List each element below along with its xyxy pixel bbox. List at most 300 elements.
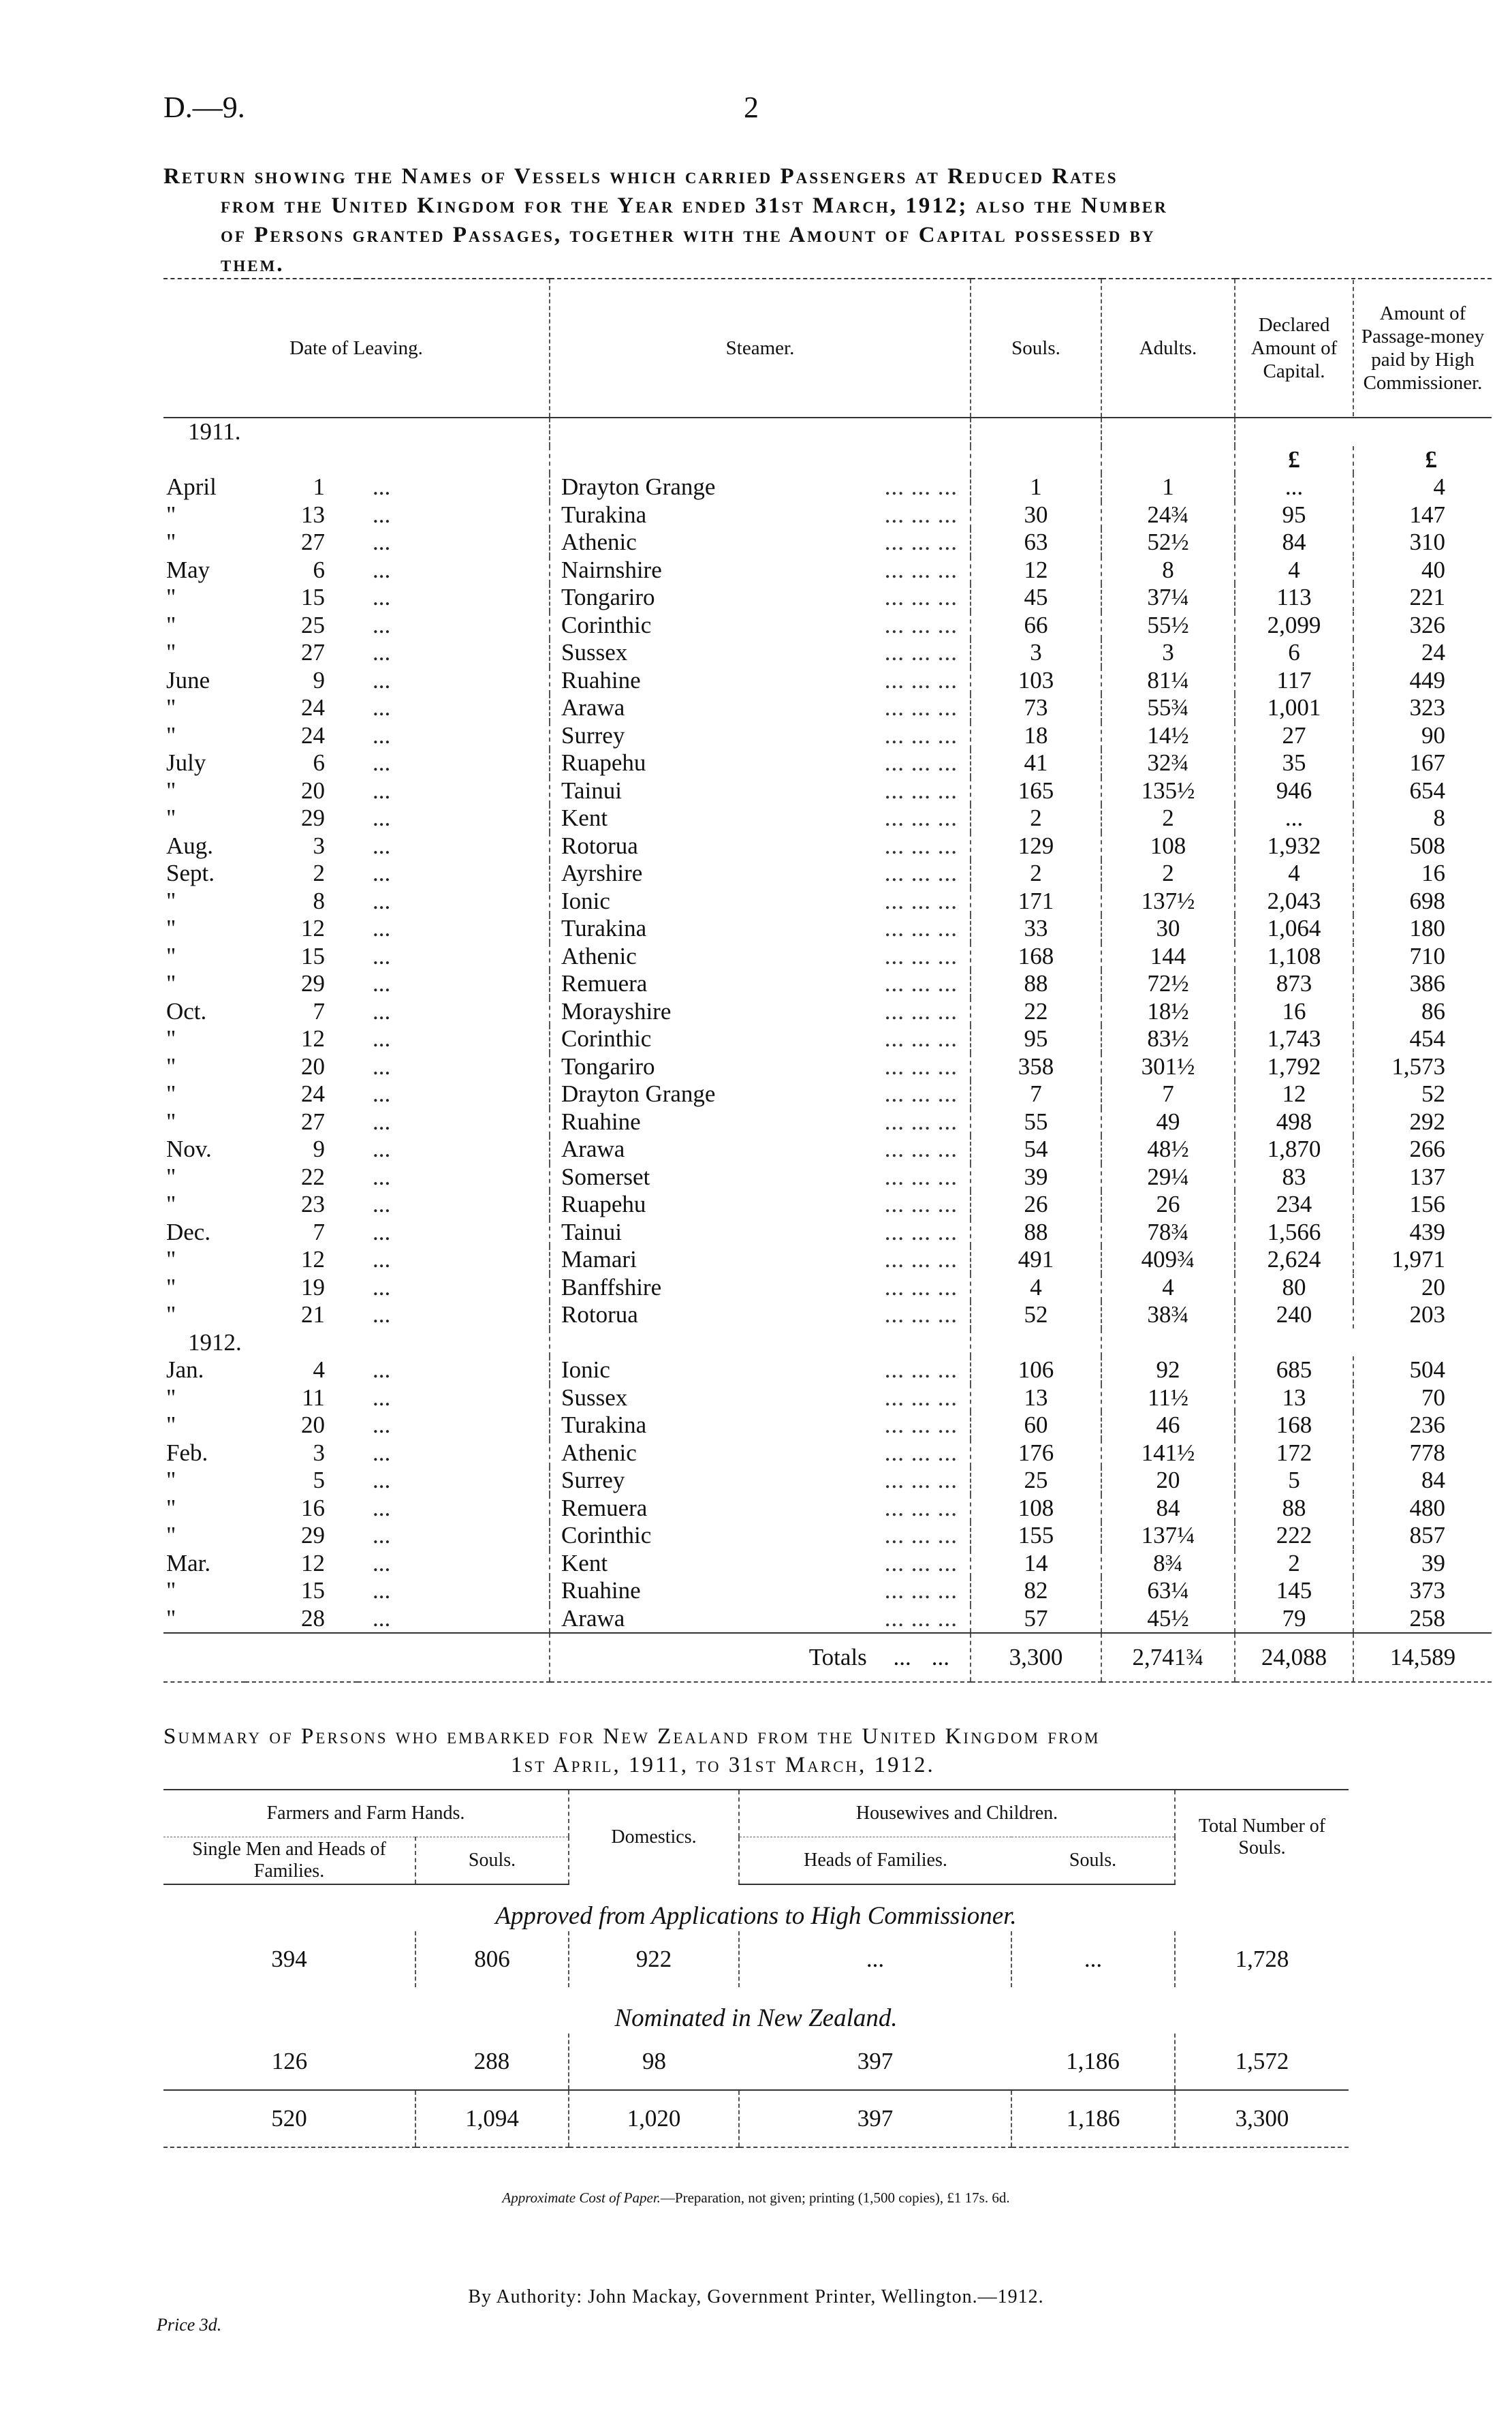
month-cell: " xyxy=(166,1577,176,1604)
steamer-name: Tainui xyxy=(561,1218,622,1245)
steamer-cell xyxy=(550,970,971,998)
table-row xyxy=(163,1274,1492,1302)
steamer-name: Rotorua xyxy=(561,832,638,859)
leader-dots: ... ... ... xyxy=(884,887,958,914)
section-caption: Approved from Applications to High Commissioner. xyxy=(495,1902,1017,1930)
leader-dots: ... xyxy=(373,611,391,638)
leader-dots: ... ... ... xyxy=(884,1136,958,1162)
month-cell: May xyxy=(166,556,210,583)
leader-dots: ... ... ... xyxy=(884,1549,958,1576)
table-row xyxy=(163,1384,1492,1412)
steamer-cell xyxy=(550,1384,971,1412)
passage-cell: 386 xyxy=(1353,970,1492,997)
souls-cell: 108 xyxy=(971,1495,1101,1523)
souls-cell: 155 xyxy=(971,1522,1101,1550)
passage-cell: 4 xyxy=(1353,473,1492,501)
summary-table xyxy=(163,1789,1349,2148)
adults-cell: 2 xyxy=(1101,805,1235,832)
cost-text: —Preparation, not given; printing (1,500 copies), £1 17s. 6d. xyxy=(660,2190,1010,2206)
table-row xyxy=(163,667,1492,695)
header-capital-passage xyxy=(1235,279,1492,418)
leader-dots: ... xyxy=(373,1246,391,1273)
money-cell xyxy=(1235,998,1492,1026)
adults-cell: 2 xyxy=(1101,860,1235,888)
souls-cell: 66 xyxy=(971,612,1101,640)
adults-cell: 3 xyxy=(1101,639,1235,667)
steamer-cell xyxy=(550,584,971,612)
section-caption: Nominated in New Zealand. xyxy=(614,2004,898,2032)
leader-dots: ... xyxy=(373,721,391,749)
day-cell: 8 xyxy=(313,887,325,914)
souls-cell: 22 xyxy=(971,998,1101,1026)
passage-cell: 52 xyxy=(1353,1080,1492,1108)
passage-cell: 504 xyxy=(1353,1356,1492,1384)
leader-dots: ... xyxy=(373,1522,391,1549)
table-row xyxy=(163,557,1492,585)
steamer-cell xyxy=(550,1301,971,1329)
table-row xyxy=(163,832,1492,860)
day-cell: 15 xyxy=(301,584,325,611)
month-cell: Oct. xyxy=(166,997,207,1025)
spacer xyxy=(1101,1329,1235,1357)
day-cell: 21 xyxy=(301,1301,325,1328)
souls-cell: 25 xyxy=(971,1467,1101,1495)
table-row xyxy=(163,1605,1492,1634)
money-cell xyxy=(1235,832,1492,860)
steamer-name: Drayton Grange xyxy=(561,473,716,501)
souls-cell: 103 xyxy=(971,667,1101,695)
title-line: of Persons granted Passages, together with the Amount of Capital possessed by xyxy=(221,223,1156,247)
souls-cell: 13 xyxy=(971,1384,1101,1412)
passage-cell: 236 xyxy=(1353,1412,1492,1439)
steamer-cell xyxy=(550,1164,971,1191)
money-cell xyxy=(1235,888,1492,916)
table-row xyxy=(163,639,1492,667)
spacer xyxy=(550,1329,971,1357)
adults-cell: 135½ xyxy=(1101,777,1235,805)
capital-cell: 222 xyxy=(1276,1522,1312,1549)
souls-cell: 60 xyxy=(971,1412,1101,1439)
summary-total: 3,300 xyxy=(1175,2090,1349,2147)
adults-cell: 141½ xyxy=(1101,1439,1235,1467)
steamer-cell xyxy=(550,1495,971,1523)
month-cell: " xyxy=(166,1467,176,1494)
summary-title-line: 1st April, 1911, to 31st March, 1912. xyxy=(511,1753,935,1777)
table-row xyxy=(163,805,1492,832)
passage-cell: 24 xyxy=(1353,639,1492,666)
month-cell: " xyxy=(166,1246,176,1273)
day-cell: 22 xyxy=(301,1163,325,1190)
money-cell xyxy=(1235,1412,1492,1439)
adults-cell: 1 xyxy=(1101,473,1235,501)
steamer-name: Nairnshire xyxy=(561,556,662,583)
month-cell: " xyxy=(166,1301,176,1328)
price: Price 3d. xyxy=(157,2315,222,2335)
leader-dots: ... ... ... xyxy=(884,1301,958,1328)
money-cell xyxy=(1235,1301,1492,1329)
leader-dots: ... xyxy=(373,1549,391,1576)
money-cell xyxy=(1235,1577,1492,1605)
month-cell: " xyxy=(166,942,176,969)
leader-dots: ... xyxy=(373,915,391,942)
adults-cell: 8 xyxy=(1101,557,1235,585)
table-row xyxy=(163,1053,1492,1081)
leader-dots: ... ... ... xyxy=(884,1384,958,1411)
leader-dots: ... ... ... xyxy=(884,1246,958,1273)
cost-label: Approximate Cost of Paper. xyxy=(502,2190,661,2206)
passage-cell: 323 xyxy=(1353,694,1492,721)
table-row xyxy=(163,1301,1492,1329)
adults-cell: 37¼ xyxy=(1101,584,1235,612)
leader-dots: ... ... ... xyxy=(884,970,958,997)
month-cell: " xyxy=(166,1522,176,1549)
passage-cell: 454 xyxy=(1353,1025,1492,1053)
steamer-name: Corinthic xyxy=(561,1522,652,1549)
passage-cell: 86 xyxy=(1353,998,1492,1025)
leader-dots: ... ... ... xyxy=(884,805,958,831)
units-row xyxy=(163,446,1492,474)
capital-cell: 83 xyxy=(1282,1163,1306,1190)
day-cell: 27 xyxy=(301,639,325,666)
day-cell: 24 xyxy=(301,1080,325,1108)
month-cell: " xyxy=(166,1273,176,1300)
steamer-name: Banffshire xyxy=(561,1273,662,1300)
capital-cell: 240 xyxy=(1276,1301,1312,1328)
steamer-cell xyxy=(550,1550,971,1578)
day-cell: 12 xyxy=(301,1549,325,1576)
steamer-name: Sussex xyxy=(561,1384,628,1411)
leader-dots: ... ... ... xyxy=(884,1218,958,1245)
money-cell xyxy=(1235,1605,1492,1634)
money-cell xyxy=(1235,1439,1492,1467)
vessels-table xyxy=(163,278,1492,1683)
money-cell xyxy=(1235,970,1492,998)
passage-cell: 778 xyxy=(1353,1439,1492,1467)
adults-cell: 84 xyxy=(1101,1495,1235,1523)
leader-dots: ... xyxy=(373,887,391,914)
leader-dots: ... xyxy=(373,1412,391,1439)
leader-dots: ... xyxy=(373,1108,391,1135)
passage-cell: 16 xyxy=(1353,860,1492,887)
steamer-name: Athenic xyxy=(561,1439,637,1466)
money-cell xyxy=(1235,612,1492,640)
day-cell: 24 xyxy=(301,694,325,721)
steamer-name: Turakina xyxy=(561,501,647,528)
steamer-name: Morayshire xyxy=(561,997,672,1025)
passage-cell: 480 xyxy=(1353,1495,1492,1522)
money-cell xyxy=(1235,1495,1492,1523)
header-domestics: Domestics. xyxy=(569,1790,739,1884)
adults-cell: 38¾ xyxy=(1101,1301,1235,1329)
day-cell: 24 xyxy=(301,721,325,749)
table-row xyxy=(163,473,1492,501)
table-row xyxy=(163,1522,1492,1550)
table-row xyxy=(163,1164,1492,1191)
steamer-name: Ruahine xyxy=(561,1108,641,1135)
capital-cell: 1,792 xyxy=(1267,1053,1321,1080)
summary-cell: ... xyxy=(739,1931,1011,1987)
souls-cell: 2 xyxy=(971,860,1101,888)
day-cell: 29 xyxy=(301,1522,325,1549)
passage-cell: 373 xyxy=(1353,1577,1492,1604)
souls-cell: 2 xyxy=(971,805,1101,832)
money-cell xyxy=(1235,557,1492,585)
day-cell: 1 xyxy=(313,473,325,501)
totals-label-cell: Totals ... ... xyxy=(550,1633,971,1682)
capital-cell: 498 xyxy=(1276,1108,1312,1135)
steamer-name: Corinthic xyxy=(561,611,652,638)
capital-cell: 2,624 xyxy=(1267,1246,1321,1273)
steamer-name: Ayrshire xyxy=(561,860,643,887)
souls-cell: 165 xyxy=(971,777,1101,805)
passage-cell: 857 xyxy=(1353,1522,1492,1549)
summary-row xyxy=(163,2034,1349,2090)
leader-dots: ... ... ... xyxy=(884,501,958,528)
return-title xyxy=(163,162,1349,279)
leader-dots: ... ... ... xyxy=(884,997,958,1025)
passage-cell: 449 xyxy=(1353,667,1492,694)
steamer-cell xyxy=(550,805,971,832)
spacer xyxy=(1101,446,1235,474)
day-cell: 28 xyxy=(301,1604,325,1632)
steamer-cell xyxy=(550,1467,971,1495)
table-row xyxy=(163,1550,1492,1578)
souls-cell: 7 xyxy=(971,1080,1101,1108)
adults-cell: 14½ xyxy=(1101,722,1235,750)
adults-cell: 72½ xyxy=(1101,970,1235,998)
souls-cell: 12 xyxy=(971,557,1101,585)
leader-dots: ... ... ... xyxy=(884,611,958,638)
summary-cell: 806 xyxy=(415,1931,569,1987)
capital-cell: 234 xyxy=(1276,1191,1312,1218)
month-cell: " xyxy=(166,887,176,914)
day-cell: 15 xyxy=(301,942,325,969)
souls-cell: 33 xyxy=(971,915,1101,943)
passage-cell: 508 xyxy=(1353,832,1492,860)
month-cell: Feb. xyxy=(166,1439,208,1466)
adults-cell: 18½ xyxy=(1101,998,1235,1026)
table-row xyxy=(163,722,1492,750)
adults-cell: 29¼ xyxy=(1101,1164,1235,1191)
title-line: from the United Kingdom for the Year ended 31st March, 1912; also the Number xyxy=(221,193,1168,218)
capital-cell: 1,001 xyxy=(1267,694,1321,721)
capital-cell: 35 xyxy=(1282,749,1306,777)
header-total-souls: Total Number of Souls. xyxy=(1175,1790,1349,1884)
souls-cell: 168 xyxy=(971,943,1101,971)
table-row xyxy=(163,943,1492,971)
leader-dots: ... ... ... xyxy=(884,1163,958,1190)
leader-dots: ... ... ... xyxy=(884,860,958,886)
steamer-cell xyxy=(550,1080,971,1108)
capital-cell: 145 xyxy=(1276,1577,1312,1604)
steamer-name: Ruahine xyxy=(561,1577,641,1604)
spacer xyxy=(971,446,1101,474)
table-row xyxy=(163,612,1492,640)
leader-dots: ... ... ... xyxy=(884,1577,958,1604)
leader-dots: ... ... ... xyxy=(884,584,958,610)
souls-cell: 26 xyxy=(971,1191,1101,1219)
money-cell xyxy=(1235,777,1492,805)
steamer-name: Corinthic xyxy=(561,1025,652,1053)
capital-cell: 1,064 xyxy=(1267,915,1321,942)
month-cell: June xyxy=(166,666,210,694)
table-row xyxy=(163,860,1492,888)
day-cell: 3 xyxy=(313,1439,325,1466)
table-row xyxy=(163,1577,1492,1605)
month-cell: Dec. xyxy=(166,1218,211,1245)
day-cell: 12 xyxy=(301,1246,325,1273)
steamer-cell xyxy=(550,1274,971,1302)
day-cell: 11 xyxy=(302,1384,325,1411)
steamer-name: Drayton Grange xyxy=(561,1080,716,1108)
money-cell xyxy=(1235,860,1492,888)
spacer xyxy=(550,446,971,474)
spacer xyxy=(163,446,550,474)
souls-cell: 39 xyxy=(971,1164,1101,1191)
money-cell xyxy=(1235,1080,1492,1108)
souls-cell: 129 xyxy=(971,832,1101,860)
leader-dots: ... xyxy=(373,1467,391,1494)
month-cell: " xyxy=(166,1494,176,1521)
capital-cell: 168 xyxy=(1276,1412,1312,1439)
steamer-name: Ruahine xyxy=(561,666,641,694)
totals-souls: 3,300 xyxy=(971,1633,1101,1682)
capital-cell: 172 xyxy=(1276,1439,1312,1466)
leader-dots: ... xyxy=(373,666,391,694)
leader-dots: ... xyxy=(373,1218,391,1245)
leader-dots: ... xyxy=(373,1439,391,1466)
steamer-name: Surrey xyxy=(561,1467,625,1494)
leader-dots: ... xyxy=(373,1136,391,1163)
souls-cell: 491 xyxy=(971,1246,1101,1274)
table-row xyxy=(163,1191,1492,1219)
money-cell xyxy=(1235,529,1492,557)
table-row xyxy=(163,1025,1492,1053)
leader-dots: ... xyxy=(373,1494,391,1521)
summary-cell: 288 xyxy=(473,2048,510,2074)
table-row xyxy=(163,915,1492,943)
capital-cell: 27 xyxy=(1282,721,1306,749)
money-cell xyxy=(1235,722,1492,750)
passage-cell: 258 xyxy=(1353,1605,1492,1632)
money-cell xyxy=(1235,1246,1492,1274)
leader-dots: ... xyxy=(373,1604,391,1632)
steamer-name: Ionic xyxy=(561,887,610,914)
day-cell: 12 xyxy=(301,915,325,942)
leader-dots: ... xyxy=(373,1080,391,1108)
souls-cell: 106 xyxy=(971,1356,1101,1384)
month-cell: Mar. xyxy=(166,1549,211,1576)
money-cell xyxy=(1235,1274,1492,1302)
steamer-cell xyxy=(550,639,971,667)
capital-cell: 946 xyxy=(1276,777,1312,804)
day-cell: 13 xyxy=(301,501,325,528)
adults-cell: 144 xyxy=(1101,943,1235,971)
steamer-cell xyxy=(550,832,971,860)
souls-cell: 57 xyxy=(971,1605,1101,1634)
month-cell: " xyxy=(166,611,176,638)
capital-cell: 2,043 xyxy=(1267,887,1321,914)
steamer-cell xyxy=(550,1219,971,1247)
passage-cell: 326 xyxy=(1353,612,1492,639)
souls-cell: 55 xyxy=(971,1108,1101,1136)
unit-passage: £ xyxy=(1353,446,1492,473)
leader-dots: ... xyxy=(373,529,391,556)
table-row xyxy=(163,1219,1492,1247)
steamer-cell xyxy=(550,1605,971,1634)
steamer-cell xyxy=(550,915,971,943)
year-label: 1911. xyxy=(188,418,241,446)
leader-dots: ... xyxy=(373,1053,391,1080)
day-cell: 2 xyxy=(313,860,325,887)
unit-capital: £ xyxy=(1288,446,1300,473)
leader-dots: ... ... ... xyxy=(884,1494,958,1521)
steamer-name: Sussex xyxy=(561,639,628,666)
leader-dots: ... ... ... xyxy=(884,1604,958,1632)
steamer-cell xyxy=(550,1108,971,1136)
money-cell xyxy=(1235,1219,1492,1247)
adults-cell: 8¾ xyxy=(1101,1550,1235,1578)
table-row xyxy=(163,749,1492,777)
month-cell: " xyxy=(166,1191,176,1218)
money-cell xyxy=(1235,943,1492,971)
month-cell: " xyxy=(166,1384,176,1411)
adults-cell: 32¾ xyxy=(1101,749,1235,777)
steamer-cell xyxy=(550,888,971,916)
summary-cell: 922 xyxy=(569,1931,739,1987)
table-row xyxy=(163,694,1492,722)
day-cell: 7 xyxy=(313,997,325,1025)
passage-cell: 167 xyxy=(1353,749,1492,777)
month-cell: July xyxy=(166,749,206,777)
day-cell: 27 xyxy=(301,1108,325,1135)
steamer-name: Ionic xyxy=(561,1356,610,1384)
summary-title-line: Summary of Persons who embarked for New Zealand from the United Kingdom from xyxy=(163,1724,1101,1749)
day-cell: 5 xyxy=(313,1467,325,1494)
spacer xyxy=(550,418,971,446)
souls-cell: 88 xyxy=(971,1219,1101,1247)
summary-cell: 397 xyxy=(857,2048,894,2074)
adults-cell: 63¼ xyxy=(1101,1577,1235,1605)
leader-dots: ... ... ... xyxy=(884,1439,958,1466)
header-housewife-souls: Souls. xyxy=(1011,1837,1175,1885)
table-row xyxy=(163,501,1492,529)
souls-cell: 95 xyxy=(971,1025,1101,1053)
adults-cell: 24¾ xyxy=(1101,501,1235,529)
steamer-cell xyxy=(550,749,971,777)
summary-cell: 1,728 xyxy=(1175,1931,1349,1987)
leader-dots: ... ... ... xyxy=(884,832,958,859)
money-cell xyxy=(1235,1053,1492,1081)
steamer-name: Athenic xyxy=(561,942,637,969)
adults-cell: 20 xyxy=(1101,1467,1235,1495)
page-number: 2 xyxy=(744,91,759,124)
steamer-name: Arawa xyxy=(561,1604,625,1632)
month-cell: Sept. xyxy=(166,860,215,887)
passage-cell: 8 xyxy=(1353,805,1492,832)
steamer-name: Tainui xyxy=(561,777,622,804)
leader-dots: ... ... ... xyxy=(884,1356,958,1383)
passage-cell: 1,971 xyxy=(1353,1246,1492,1273)
capital-cell: ... xyxy=(1285,805,1304,832)
adults-cell: 26 xyxy=(1101,1191,1235,1219)
adults-cell: 7 xyxy=(1101,1080,1235,1108)
leader-dots: ... xyxy=(373,1191,391,1218)
month-cell: " xyxy=(166,529,176,556)
year-row xyxy=(163,418,1492,446)
money-cell xyxy=(1235,1136,1492,1164)
souls-cell: 52 xyxy=(971,1301,1101,1329)
